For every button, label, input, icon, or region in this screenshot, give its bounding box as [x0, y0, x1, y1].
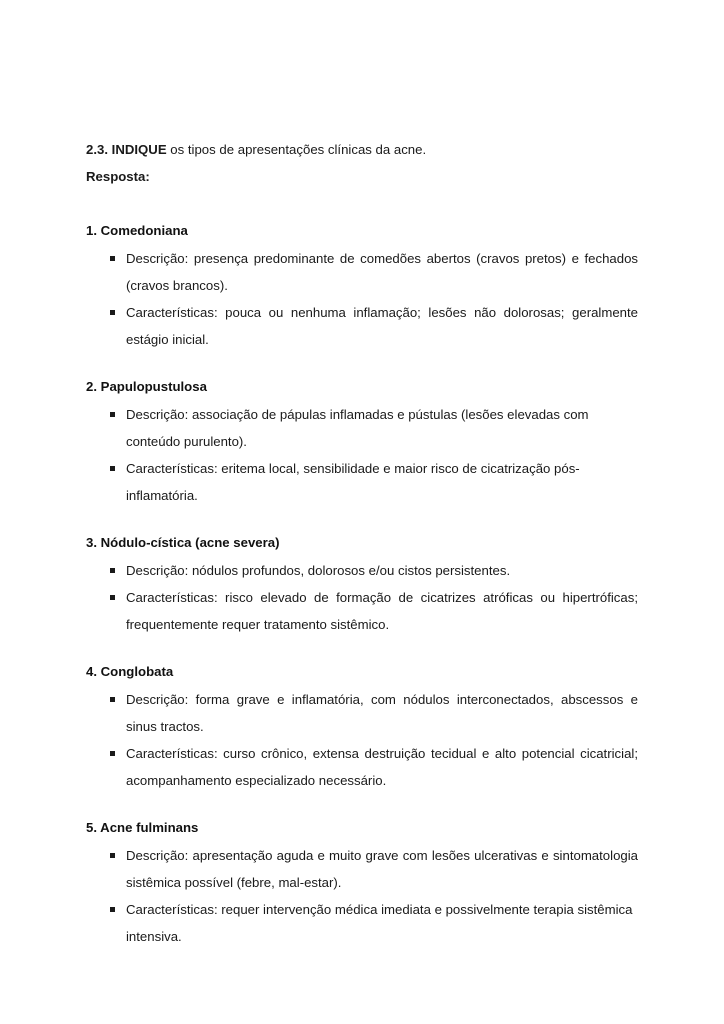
bullet-list	[86, 686, 638, 794]
square-bullet-icon	[110, 568, 115, 573]
square-bullet-icon	[110, 697, 115, 702]
intro-spacer	[86, 190, 638, 217]
list-item	[86, 455, 638, 509]
square-bullet-icon	[110, 466, 115, 471]
answer-label: Resposta:	[86, 169, 150, 184]
list-item	[86, 584, 638, 638]
question-number: 2.3. INDIQUE	[86, 142, 167, 157]
list-item	[86, 896, 638, 950]
list-item-text: Descrição: presença predominante de comedões abertos (cravos pretos) e fechados (cravos brancos).	[126, 251, 638, 293]
square-bullet-icon	[110, 907, 115, 912]
list-item-text: Descrição: forma grave e inflamatória, com nódulos interconectados, abscessos e sinus tractos.	[126, 692, 638, 734]
section-3	[86, 529, 638, 638]
question-line	[86, 136, 638, 163]
list-item	[86, 299, 638, 353]
square-bullet-icon	[110, 310, 115, 315]
list-item-text: Características: curso crônico, extensa destruição tecidual e alto potencial cicatricial; acompanhamento especializado necessário.	[126, 746, 638, 788]
document-content	[86, 136, 638, 950]
list-item	[86, 740, 638, 794]
section-2	[86, 373, 638, 509]
section-4	[86, 658, 638, 794]
section-heading: 4. Conglobata	[86, 664, 174, 679]
bullet-list	[86, 401, 638, 509]
section-heading: 2. Papulopustulosa	[86, 379, 207, 394]
list-item-text: Descrição: apresentação aguda e muito grave com lesões ulcerativas e sintomatologia sistêmica possível (febre, mal-estar).	[126, 848, 638, 890]
square-bullet-icon	[110, 853, 115, 858]
list-item-text: Características: requer intervenção médica imediata e possivelmente terapia sistêmica intensiva.	[126, 902, 633, 944]
section-5	[86, 814, 638, 950]
section-heading: 1. Comedoniana	[86, 223, 188, 238]
list-item-text: Descrição: associação de pápulas inflamadas e pústulas (lesões elevadas com conteúdo purulento).	[126, 407, 589, 449]
section-heading: 5. Acne fulminans	[86, 820, 199, 835]
question-text: os tipos de apresentações clínicas da acne.	[166, 142, 427, 157]
list-item-text: Características: risco elevado de formação de cicatrizes atróficas ou hipertróficas; frequentemente requer tratamento sistêmico.	[126, 590, 638, 632]
list-item-text: Características: pouca ou nenhuma inflamação; lesões não dolorosas; geralmente estágio inicial.	[126, 305, 638, 347]
list-item-text: Características: eritema local, sensibilidade e maior risco de cicatrização pós-inflamatória.	[126, 461, 580, 503]
list-item	[86, 842, 638, 896]
section-1	[86, 217, 638, 353]
square-bullet-icon	[110, 751, 115, 756]
bullet-list	[86, 245, 638, 353]
list-item	[86, 557, 638, 584]
list-item-text: Descrição: nódulos profundos, dolorosos e/ou cistos persistentes.	[126, 563, 511, 578]
list-item	[86, 401, 638, 455]
list-item	[86, 686, 638, 740]
square-bullet-icon	[110, 595, 115, 600]
square-bullet-icon	[110, 256, 115, 261]
bullet-list	[86, 557, 638, 638]
section-heading: 3. Nódulo-cística (acne severa)	[86, 535, 280, 550]
square-bullet-icon	[110, 412, 115, 417]
list-item	[86, 245, 638, 299]
bullet-list	[86, 842, 638, 950]
